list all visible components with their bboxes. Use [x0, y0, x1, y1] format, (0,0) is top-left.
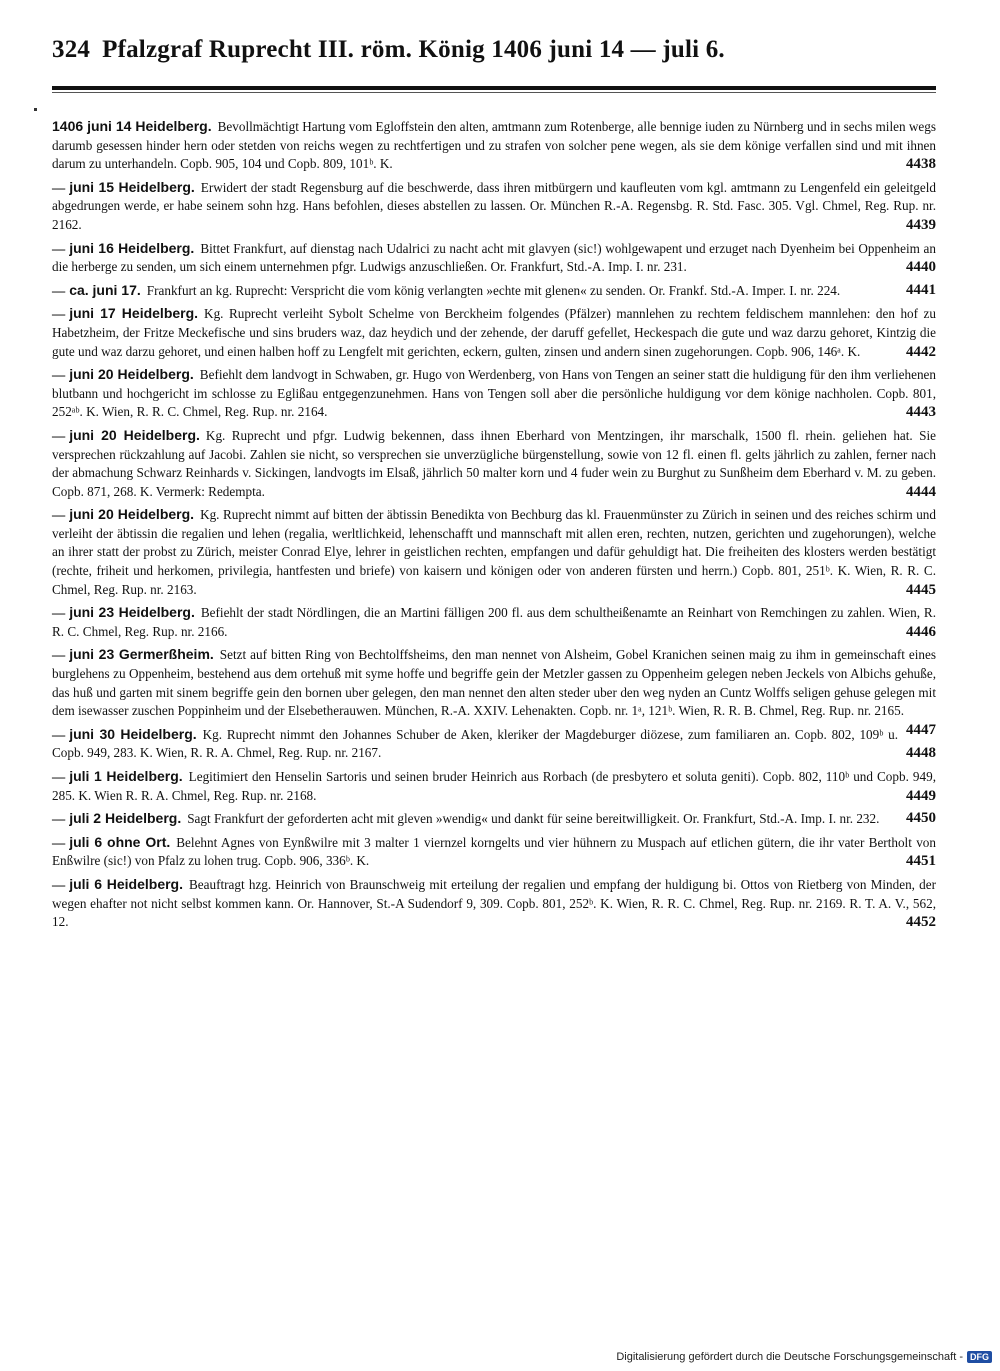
- entry-number: 4452: [906, 914, 936, 931]
- regest-entry: [52, 365, 936, 422]
- entry-text: Befiehlt der stadt Nördlingen, die an Martini fälligen 200 fl. aus dem schultheißenamte an Reinhart von Remchingen zu zahlen. Wien, R. R. C. Chmel, Reg. Rup. nr. 2166.: [52, 605, 936, 639]
- entry-dash: —: [52, 367, 66, 383]
- regest-entry: [52, 239, 936, 277]
- entry-date: juli 1 Heidelberg.: [69, 768, 183, 784]
- regest-entry: [52, 304, 936, 361]
- entry-text: Kg. Ruprecht nimmt den Johannes Schuber de Aken, kleriker der Magdeburger diözese, zum familiaren an. Copb. 802, 109ᵇ u. Copb. 949, 283. K. Wien, R. R. A. Chmel, Reg. Rup. nr. 2167.: [52, 726, 898, 761]
- entry-date: juni 30 Heidelberg.: [69, 725, 197, 742]
- entry-number: 4446: [906, 623, 936, 640]
- entry-text: Kg. Ruprecht verleiht Sybolt Schelme von Berckheim folgendes (Pfälzer) mannlehen zu rechtem feldischem mannlehen: den hof zu Habetzheim, der Fritze Meckefische und sins bruders waz, daz heydich und der zehende, der daruff gefellet, Heckespach die gute und waz darzu gehoret, Kintzig die gute und waz darzu gehoret, und einen halben hoff zu Lengfelt mit gerichten, eckern, gulten, zinsen und andern sinen zugehorungen. Copb. 906, 146ᵃ. K.: [52, 306, 936, 359]
- entry-number: 4441: [906, 281, 936, 298]
- entry-date: juni 20 Heidelberg.: [69, 426, 200, 443]
- entry-text: Frankfurt an kg. Ruprecht: Verspricht die vom könig verlangten »echte mit glenen« zu senden. Or. Frankf. Std.-A. Imper. I. nr. 224.: [146, 282, 841, 298]
- regest-entry: [52, 603, 936, 641]
- entry-dash: —: [52, 306, 66, 322]
- entry-dash: —: [52, 769, 66, 784]
- entry-number: 4440: [906, 259, 936, 276]
- entry-number: 4451: [906, 853, 936, 870]
- header-rule: [52, 86, 936, 90]
- entry-date: juli 6 Heidelberg.: [69, 875, 184, 892]
- entry-date: juni 23 Heidelberg.: [69, 604, 195, 621]
- entry-text: Erwidert der stadt Regensburg auf die beschwerde, dass ihren mitbürgern und kaufleuten vom kgl. amtmann zu Lengenfeld ein geleitgeld abgedrungen werde, er habe seinem sohn hzg. Hans befohlen, dieses abstellen zu lassen. Or. München R.-A. Regensbg. R. Std. Fasc. 305. Vgl. Chmel, Reg. Rup. nr. 2162.: [52, 179, 936, 232]
- regest-entry: [52, 833, 936, 871]
- document-page: [52, 36, 936, 936]
- entry-date: 1406 juni 14 Heidelberg.: [52, 118, 212, 134]
- entry-date: juni 15 Heidelberg.: [69, 178, 195, 195]
- regest-entry: [52, 725, 936, 763]
- regest-entry: [52, 875, 936, 932]
- entry-text: Bittet Frankfurt, auf dienstag nach Udalrici zu nacht acht mit glavyen (sic!) wohlgewapent und erzuget nach Dyenheim bei Oppenheim an die herberge zu senden, um sich einem unternehmen pfgr. Ludwigs anzuschließen. Or. Frankfurt, Std.-A. Imp. I. nr. 231.: [52, 240, 936, 275]
- entry-number: 4442: [906, 343, 936, 360]
- entry-number: 4449: [906, 787, 936, 804]
- entry-date: juni 17 Heidelberg.: [69, 305, 199, 322]
- entry-text: Legitimiert den Henselin Sartoris und seinen bruder Heinrich aus Rorbach (de presbytero et soluta geniti). Copb. 802, 110ᵇ und Copb. 949, 285. K. Wien R. R. A. Chmel, Reg. Rup. nr. 2168.: [52, 769, 936, 803]
- header-rule-thin: [52, 92, 936, 93]
- regest-entry: [52, 505, 936, 599]
- regest-entry: [52, 426, 936, 501]
- entry-date: juli 6 ohne Ort.: [69, 833, 171, 850]
- entry-dash: —: [52, 811, 66, 827]
- entry-text: Belehnt Agnes von Eynßwilre mit 3 malter 1 viernzel korngelts und vier hühnern zu Muspach auf etlichen gütern, die ihr vater Bertholt von Enßwilre (sic!) von Pfalz zu lohen trug. Copb. 906, 336ᵇ. K.: [52, 834, 936, 869]
- regest-entry: [52, 117, 936, 174]
- regesta-list: [52, 117, 936, 932]
- entry-dash: —: [52, 726, 66, 742]
- entry-dash: —: [52, 179, 66, 195]
- page-number: 324: [52, 36, 91, 63]
- entry-text: Kg. Ruprecht nimmt auf bitten der äbtissin Benedikta von Bechburg das kl. Frauenmünster zu Zürich in seinen und des reiches schirm und verleiht der äbtissin die regalien und lehen (regalia, werltlichkeid, lehenschafft und mannschaft mit allen eren, rechten, nutzen, gerichten und zugehorungen), welche an ihrer statt der probst zu Zürich, meister Conrad Elye, lehrer in geistlichen rechten, empfangen und dafür gehuldigt hat. Die freiheiten des klosters werden bestätigt (rechte, friheit und herkomen, privilegia, hantfesten und briefe) von kaisern und königen oder von anderen fürsten und herrn.) Copb. 801, 251ᵇ. K. Wien, R. R. C. Chmel, Reg. Rup. nr. 2163.: [52, 507, 936, 597]
- scan-speck: [34, 108, 37, 111]
- entry-text: Beauftragt hzg. Heinrich von Braunschweig mit erteilung der regalien und empfang der huldigung bi. Ottos von Rietberg von Minden, der wegen ehafter not nicht selbst kommen kann. Or. Hannover, St.-A Sudendorf 9, 309. Copb. 801, 252ᵇ. K. Wien, R. R. C. Chmel, Reg. Rup. nr. 2169. R. T. A. V., 562, 12.: [52, 876, 936, 930]
- entry-text: Kg. Ruprecht und pfgr. Ludwig bekennen, dass ihnen Eberhard von Mentzingen, ihr marschalk, 1500 fl. rhein. geliehen hat. Sie versprechen rückzahlung auf Jacobi. Zahlen sie nicht, so versprechen sie unverzügliche bürgenstellung, sowie von 12 fl. einen fl. gelts jährlich zu zahlen, ferner nach der abmachung Schwarz Reinhards v. Sickingen, landvogts im Elsaß, jährlich 50 malter korn und 4 fuder wein zu Burghut zu Sunßheim dem Eberhard v. M. zu geben. Copb. 871, 268. K. Vermerk: Redempta.: [52, 427, 936, 499]
- regest-entry: [52, 178, 936, 235]
- entry-date: juni 16 Heidelberg.: [69, 239, 195, 256]
- entry-date: juni 20 Heidelberg.: [69, 506, 195, 523]
- entry-dash: —: [52, 427, 66, 443]
- footer-credit: Digitalisierung gefördert durch die Deutsche Forschungsgemeinschaft -: [616, 1351, 963, 1363]
- entry-dash: —: [52, 605, 66, 621]
- entry-number: 4438: [906, 156, 936, 173]
- entry-dash: —: [52, 834, 66, 850]
- entry-dash: —: [52, 282, 66, 298]
- entry-dash: —: [52, 876, 66, 892]
- entry-number: 4450: [906, 810, 936, 827]
- entry-text: Bevollmächtigt Hartung vom Egloffstein den alten, amtmann zum Rotenberge, alle bennige iuden zu Nürnberg und in sechs milen wegs darumb gesessen hinder hern oder stetden von reichs wegen zu rechtfertigen und zu strafen von solcher pene wegen, als sie dem könige verfallen sind und mit ihnen darum zu unterhandeln. Copb. 905, 104 und Copb. 809, 101ᵇ. K.: [52, 119, 936, 172]
- entry-number: 4447: [906, 721, 936, 738]
- entry-date: juli 2 Heidelberg.: [69, 810, 182, 827]
- entry-text: Setzt auf bitten Ring von Bechtolffsheims, den man nennet von Alsheim, Gobel Kranichen seinen maig zu ihm in gemeinschaft eines burglehens zu Oppenheim, bestehend aus dem ortehuß mit syme hoffe und begriffe gein der Metzler gassen zu Oppenheim gelegen neben Jeckels von Albichs gehuße, das huß und garten mit sinem begriffe gein den bornen uber gelegen, den man nennet den alten steder uber den weg nyden an Cuntz Wolffs seligen gehuse gelegen mit dem isewasser zuschen Poppinheim und der Elsebetherauwen. München, R.-A. XXIV. Lehenakten. Copb. nr. 1ᵃ, 121ᵇ. Wien, R. R. B. Chmel, Reg. Rup. nr. 2165.: [52, 647, 937, 719]
- entry-dash: —: [52, 240, 66, 256]
- regest-entry: [52, 281, 936, 301]
- footer: [616, 1351, 992, 1363]
- entry-number: 4445: [906, 581, 936, 598]
- regest-entry: [52, 767, 936, 805]
- entry-number: 4444: [906, 483, 936, 500]
- entry-date: juni 20 Heidelberg.: [69, 366, 194, 383]
- entry-number: 4443: [906, 404, 936, 421]
- regest-entry: [52, 809, 936, 829]
- entry-number: 4448: [906, 745, 936, 762]
- page-title: Pfalzgraf Ruprecht III. röm. König 1406 juni 14 — juli 6.: [102, 36, 725, 63]
- entry-date: juni 23 Germerßheim.: [69, 646, 214, 663]
- running-header: [52, 36, 936, 74]
- entry-dash: —: [52, 507, 66, 523]
- entry-date: ca. juni 17.: [69, 281, 141, 298]
- entry-dash: —: [52, 647, 66, 663]
- entry-text: Sagt Frankfurt der geforderten acht mit gleven »wendig« und dankt für seine bereitwilligkeit. Or. Frankfurt, Std.-A. Imp. I. nr. 232.: [187, 811, 880, 827]
- entry-number: 4439: [906, 216, 936, 233]
- dfg-logo: DFG: [967, 1351, 992, 1363]
- entry-text: Befiehlt dem landvogt in Schwaben, gr. Hugo von Werdenberg, von Hans von Tengen an seiner statt die huldigung für den ihm verliehenen blutbann und hochgericht im schlosse zu Eglißau entgegenzunehmen. Hans von Tengen soll aber die persönliche huldigung vor dem könige nachholen. Copb. 801, 252ᵃᵇ. K. Wien, R. R. C. Chmel, Reg. Rup. nr. 2164.: [52, 367, 936, 420]
